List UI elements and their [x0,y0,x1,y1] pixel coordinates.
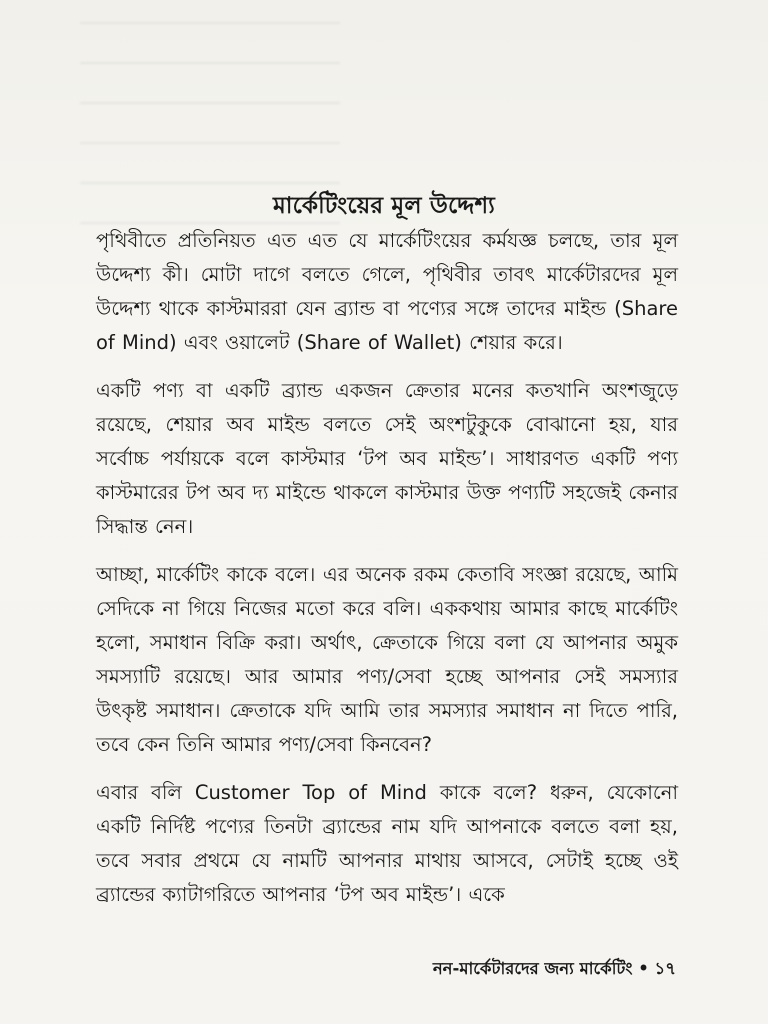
paragraph-3: আচ্ছা, মার্কেটিং কাকে বলে। এর অনেক রকম কেতাবি সংজ্ঞা রয়েছে, আমি সেদিকে না গিয়ে নিজের মতো করে বলি। এককথায় আমার কাছে মার্কেটিং হলো, সমাধান বিক্রি করা। অর্থাৎ, ক্রেতাকে গিয়ে বলা যে আপনার অমুক সমস্যাটি রয়েছে। আর আমার পণ্য/সেবা হচ্ছে আপনার সেই সমস্যার উৎকৃষ্ট সমাধান। ক্রেতাকে যদি আমি তার সমস্যার সমাধান না দিতে পারি, তবে কেন তিনি আমার পণ্য/সেবা কিনবেন? [96,563,678,756]
page-footer: নন-মার্কেটারদের জন্য মার্কেটিং • ১৭ [432,959,676,978]
page-body [96,224,678,926]
chapter-title: মার্কেটিংয়ের মূল উদ্দেশ্য [272,193,495,220]
paragraph-4: এবার বলি Customer Top of Mind কাকে বলে? ধরুন, যেকোনো একটি নির্দিষ্ট পণ্যের তিনটা ব্র্যান্ডের নাম যদি আপনাকে বলতে বলা হয়, তবে সবার প্রথমে যে নামটি আপনার মাথায় আসবে, সেটাই হচ্ছে ওই ব্র্যান্ডের ক্যাটাগরিতে আপনার ‘টপ অব মাইন্ড’। একে [96,781,678,906]
paragraph-2: একটি পণ্য বা একটি ব্র্যান্ড একজন ক্রেতার মনের কতখানি অংশজুড়ে রয়েছে, শেয়ার অব মাইন্ড বলতে সেই অংশটুকুকে বোঝানো হয়, যার সর্বোচ্চ পর্যায়কে বলে কাস্টমার ‘টপ অব মাইন্ড’। সাধারণত একটি পণ্য কাস্টমারের টপ অব দ্য মাইন্ডে থাকলে কাস্টমার উক্ত পণ্যটি সহজেই কেনার সিদ্ধান্ত নেন। [96,379,678,538]
paragraph-1: পৃথিবীতে প্রতিনিয়ত এত এত যে মার্কেটিংয়ের কর্মযজ্ঞ চলছে, তার মূল উদ্দেশ্য কী। মোটা দাগে বলতে গেলে, পৃথিবীর তাবৎ মার্কেটারদের মূল উদ্দেশ্য থাকে কাস্টমাররা যেন ব্র্যান্ড বা পণ্যের সঙ্গে তাদের মাইন্ড (Share of Mind) এবং ওয়ালেট (Share of Wallet) শেয়ার করে। [96,229,678,354]
